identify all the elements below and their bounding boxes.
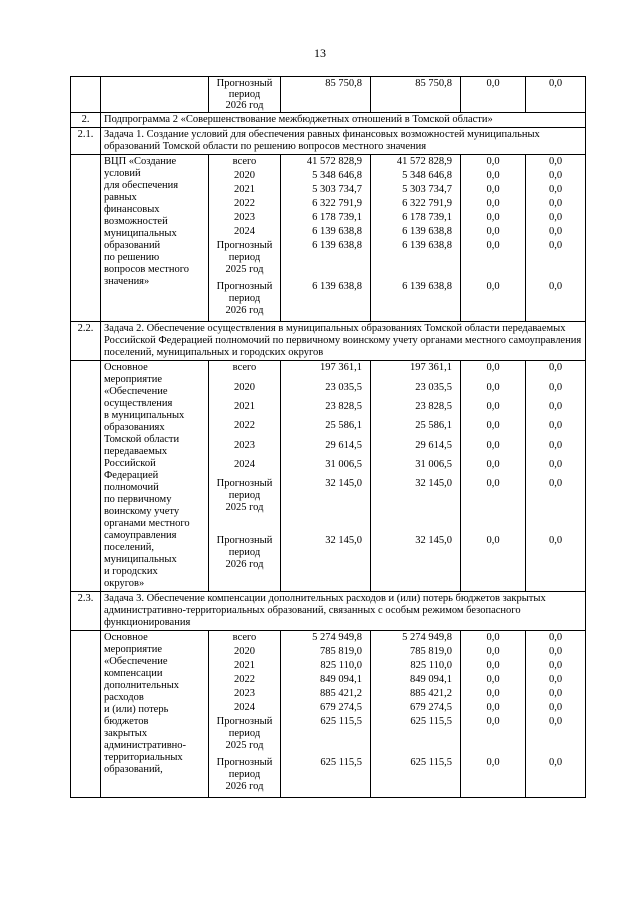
page-number: 13 bbox=[314, 46, 326, 60]
other-cell: 0,0 bbox=[526, 419, 586, 438]
total-cell: 41 572 828,9 bbox=[281, 155, 371, 170]
federal-cell: 0,0 bbox=[461, 361, 526, 381]
empty-cell bbox=[71, 631, 101, 798]
federal-cell: 0,0 bbox=[461, 239, 526, 280]
period-cell: 2024 bbox=[209, 225, 281, 239]
other-cell: 0,0 bbox=[526, 477, 586, 534]
subprogram-row bbox=[71, 113, 586, 128]
regional-cell: 31 006,5 bbox=[371, 458, 461, 477]
other-cell: 0,0 bbox=[526, 361, 586, 381]
total-cell: 23 035,5 bbox=[281, 381, 371, 400]
period-cell: всего bbox=[209, 155, 281, 170]
table-row bbox=[71, 631, 586, 646]
period-cell: 2020 bbox=[209, 381, 281, 400]
federal-cell: 0,0 bbox=[461, 631, 526, 646]
regional-cell: 6 322 791,9 bbox=[371, 197, 461, 211]
total-cell: 197 361,1 bbox=[281, 361, 371, 381]
regional-cell: 625 115,5 bbox=[371, 756, 461, 798]
period-cell: 2022 bbox=[209, 673, 281, 687]
total-cell: 5 303 734,7 bbox=[281, 183, 371, 197]
period-cell: 2020 bbox=[209, 169, 281, 183]
table-row bbox=[71, 361, 586, 381]
total-cell: 849 094,1 bbox=[281, 673, 371, 687]
period-cell: 2023 bbox=[209, 211, 281, 225]
total-cell: 25 586,1 bbox=[281, 419, 371, 438]
period-cell: 2022 bbox=[209, 197, 281, 211]
period-cell: Прогнозный период 2026 год bbox=[209, 77, 281, 113]
measure-name: Основное мероприятие «Обеспечение осуществления в муниципальных образованиях Томской области передаваемых Российской Федерацией полномочий по первичному воинскому учету органами местного самоуправления поселений, муниципальных и городских округов» bbox=[101, 361, 209, 592]
period-cell: 2023 bbox=[209, 439, 281, 458]
federal-cell: 0,0 bbox=[461, 419, 526, 438]
regional-cell: 23 828,5 bbox=[371, 400, 461, 419]
period-cell: 2023 bbox=[209, 687, 281, 701]
regional-cell: 785 819,0 bbox=[371, 645, 461, 659]
total-cell: 32 145,0 bbox=[281, 534, 371, 591]
period-cell: Прогнозный период 2026 год bbox=[209, 756, 281, 798]
row-number: 2.3. bbox=[71, 592, 101, 631]
total-cell: 785 819,0 bbox=[281, 645, 371, 659]
period-cell: 2022 bbox=[209, 419, 281, 438]
table-row bbox=[71, 155, 586, 170]
empty-cell bbox=[71, 155, 101, 322]
task-title: Задача 1. Создание условий для обеспечения равных финансовых возможностей муниципальных образований Томской области по решению вопросов местного значения bbox=[101, 128, 586, 155]
regional-cell: 6 178 739,1 bbox=[371, 211, 461, 225]
federal-cell: 0,0 bbox=[461, 715, 526, 756]
task-row bbox=[71, 592, 586, 631]
other-cell: 0,0 bbox=[526, 645, 586, 659]
other-cell: 0,0 bbox=[526, 756, 586, 798]
other-cell: 0,0 bbox=[526, 673, 586, 687]
regional-cell: 85 750,8 bbox=[371, 77, 461, 113]
regional-cell: 825 110,0 bbox=[371, 659, 461, 673]
empty-cell bbox=[71, 361, 101, 592]
period-cell: 2024 bbox=[209, 458, 281, 477]
federal-cell: 0,0 bbox=[461, 197, 526, 211]
total-cell: 32 145,0 bbox=[281, 477, 371, 534]
period-cell: Прогнозный период 2025 год bbox=[209, 715, 281, 756]
row-number: 2.1. bbox=[71, 128, 101, 155]
total-cell: 5 348 646,8 bbox=[281, 169, 371, 183]
row-number: 2.2. bbox=[71, 322, 101, 361]
other-cell: 0,0 bbox=[526, 239, 586, 280]
regional-cell: 32 145,0 bbox=[371, 477, 461, 534]
federal-cell: 0,0 bbox=[461, 439, 526, 458]
federal-cell: 0,0 bbox=[461, 225, 526, 239]
total-cell: 23 828,5 bbox=[281, 400, 371, 419]
federal-cell: 0,0 bbox=[461, 183, 526, 197]
other-cell: 0,0 bbox=[526, 701, 586, 715]
other-cell: 0,0 bbox=[526, 77, 586, 113]
other-cell: 0,0 bbox=[526, 183, 586, 197]
total-cell: 885 421,2 bbox=[281, 687, 371, 701]
federal-cell: 0,0 bbox=[461, 701, 526, 715]
regional-cell: 6 139 638,8 bbox=[371, 225, 461, 239]
other-cell: 0,0 bbox=[526, 211, 586, 225]
total-cell: 625 115,5 bbox=[281, 715, 371, 756]
regional-cell: 5 303 734,7 bbox=[371, 183, 461, 197]
period-cell: 2021 bbox=[209, 659, 281, 673]
regional-cell: 5 274 949,8 bbox=[371, 631, 461, 646]
task-row bbox=[71, 128, 586, 155]
regional-cell: 29 614,5 bbox=[371, 439, 461, 458]
federal-cell: 0,0 bbox=[461, 169, 526, 183]
other-cell: 0,0 bbox=[526, 687, 586, 701]
period-cell: 2024 bbox=[209, 701, 281, 715]
total-cell: 679 274,5 bbox=[281, 701, 371, 715]
other-cell: 0,0 bbox=[526, 197, 586, 211]
regional-cell: 197 361,1 bbox=[371, 361, 461, 381]
regional-cell: 23 035,5 bbox=[371, 381, 461, 400]
other-cell: 0,0 bbox=[526, 631, 586, 646]
total-cell: 625 115,5 bbox=[281, 756, 371, 798]
federal-cell: 0,0 bbox=[461, 400, 526, 419]
period-cell: Прогнозный период 2026 год bbox=[209, 534, 281, 591]
task-row bbox=[71, 322, 586, 361]
federal-cell: 0,0 bbox=[461, 645, 526, 659]
regional-cell: 6 139 638,8 bbox=[371, 239, 461, 280]
regional-cell: 885 421,2 bbox=[371, 687, 461, 701]
total-cell: 6 139 638,8 bbox=[281, 239, 371, 280]
other-cell: 0,0 bbox=[526, 155, 586, 170]
federal-cell: 0,0 bbox=[461, 756, 526, 798]
regional-cell: 679 274,5 bbox=[371, 701, 461, 715]
other-cell: 0,0 bbox=[526, 715, 586, 756]
total-cell: 6 139 638,8 bbox=[281, 225, 371, 239]
regional-cell: 849 094,1 bbox=[371, 673, 461, 687]
other-cell: 0,0 bbox=[526, 534, 586, 591]
period-cell: Прогнозный период 2025 год bbox=[209, 239, 281, 280]
other-cell: 0,0 bbox=[526, 381, 586, 400]
federal-cell: 0,0 bbox=[461, 381, 526, 400]
other-cell: 0,0 bbox=[526, 659, 586, 673]
federal-cell: 0,0 bbox=[461, 477, 526, 534]
period-cell: 2020 bbox=[209, 645, 281, 659]
other-cell: 0,0 bbox=[526, 169, 586, 183]
total-cell: 6 322 791,9 bbox=[281, 197, 371, 211]
other-cell: 0,0 bbox=[526, 280, 586, 322]
period-cell: всего bbox=[209, 631, 281, 646]
row-number: 2. bbox=[71, 113, 101, 128]
period-cell: Прогнозный период 2025 год bbox=[209, 477, 281, 534]
period-cell: 2021 bbox=[209, 183, 281, 197]
task-title: Задача 3. Обеспечение компенсации дополнительных расходов и (или) потерь бюджетов закрытых административно-территориальных образований, связанных с особым режимом безопасного функционирования bbox=[101, 592, 586, 631]
federal-cell: 0,0 bbox=[461, 77, 526, 113]
regional-cell: 6 139 638,8 bbox=[371, 280, 461, 322]
regional-cell: 25 586,1 bbox=[371, 419, 461, 438]
total-cell: 29 614,5 bbox=[281, 439, 371, 458]
measure-name: Основное мероприятие «Обеспечение компенсации дополнительных расходов и (или) потерь бюджетов закрытых административно- территориальных образований, bbox=[101, 631, 209, 798]
total-cell: 85 750,8 bbox=[281, 77, 371, 113]
federal-cell: 0,0 bbox=[461, 673, 526, 687]
budget-table bbox=[70, 76, 586, 798]
task-title: Задача 2. Обеспечение осуществления в муниципальных образованиях Томской области передаваемых Российской Федерацией полномочий по первичному воинскому учету органами местного самоуправления поселений, муниципальных и городских округов bbox=[101, 322, 586, 361]
regional-cell: 32 145,0 bbox=[371, 534, 461, 591]
table-row bbox=[71, 77, 586, 113]
total-cell: 6 139 638,8 bbox=[281, 280, 371, 322]
total-cell: 31 006,5 bbox=[281, 458, 371, 477]
total-cell: 6 178 739,1 bbox=[281, 211, 371, 225]
federal-cell: 0,0 bbox=[461, 211, 526, 225]
period-cell: всего bbox=[209, 361, 281, 381]
period-cell: 2021 bbox=[209, 400, 281, 419]
subprogram-title: Подпрограмма 2 «Совершенствование межбюджетных отношений в Томской области» bbox=[101, 113, 586, 128]
federal-cell: 0,0 bbox=[461, 534, 526, 591]
federal-cell: 0,0 bbox=[461, 155, 526, 170]
federal-cell: 0,0 bbox=[461, 458, 526, 477]
regional-cell: 625 115,5 bbox=[371, 715, 461, 756]
federal-cell: 0,0 bbox=[461, 687, 526, 701]
other-cell: 0,0 bbox=[526, 225, 586, 239]
federal-cell: 0,0 bbox=[461, 659, 526, 673]
federal-cell: 0,0 bbox=[461, 280, 526, 322]
total-cell: 825 110,0 bbox=[281, 659, 371, 673]
period-cell: Прогнозный период 2026 год bbox=[209, 280, 281, 322]
measure-name: ВЦП «Создание условий для обеспечения равных финансовых возможностей муниципальных образований по решению вопросов местного значения» bbox=[101, 155, 209, 322]
other-cell: 0,0 bbox=[526, 400, 586, 419]
other-cell: 0,0 bbox=[526, 458, 586, 477]
regional-cell: 41 572 828,9 bbox=[371, 155, 461, 170]
total-cell: 5 274 949,8 bbox=[281, 631, 371, 646]
regional-cell: 5 348 646,8 bbox=[371, 169, 461, 183]
other-cell: 0,0 bbox=[526, 439, 586, 458]
